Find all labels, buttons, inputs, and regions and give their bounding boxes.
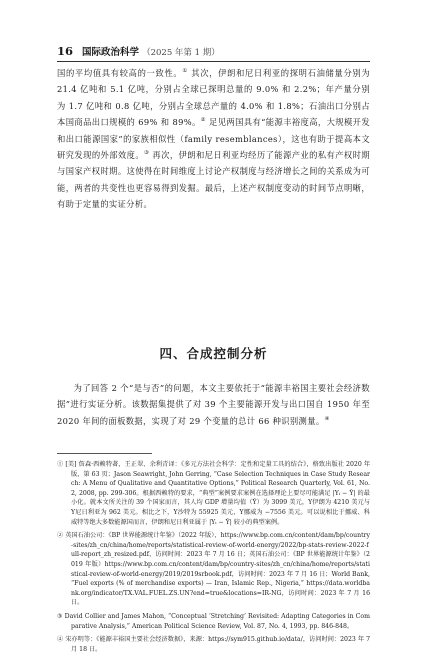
- footnote-text: [美] 詹森·西赖特著，王正翠、余利青译：《多元方法社会科学：定性和定量工具的结合》，格致出版社 2020 年版，第 63 页；Jason Seawright, John Gerring, “Case Selection Techniques in Case Study Research: A Menu of Qualitative and Quantitative Options,” Political Research Quarterly, Vol. 61, No. 2, 2008, pp. 299-306。根据西赖特的要求，“典型”案例要求案例在选择理论上要尽可能满足 |Yᵢ − Ŷ| 的最小化。就本文所关注的 39 个国家而言，其人均 GDP 增量均值（Ŷ）为 3099 美元，Y伊朗为 4210 美元与 Y尼日利亚为 962 美元。相比之下，Y沙特为 55925 美元，Y挪威为 −7556 美元。可以说相比于挪威、科威特等绝大多数能源国而言，伊朗和尼日利亚属于 |Yᵢ − Ŷ| 较小的典型案例。: [65, 461, 371, 526]
- body-paragraph-1: [57, 65, 370, 213]
- footnote: [57, 612, 370, 631]
- footnote: [57, 460, 370, 527]
- footnote: [57, 635, 370, 654]
- header-rule: [57, 61, 370, 62]
- paragraph-text: 足见两国具有“能源丰裕度高，大规模开发和出口能源国家”的家族相似性（family resemblances），这也有助于提高本文研究发现的外部效度。: [57, 117, 370, 161]
- footnotes: [57, 460, 370, 658]
- paragraph-text: 为了回答 2 个“是与否”的问题，本文主要依托于“能源丰裕国主要社会经济数据”进行实证分析。该数据集提供了对 39 个主要能源开发与出口国自 1950 年至 2020 年间的面板数据，实现了对 29 个变量的总计 66 种识别测量。: [57, 383, 370, 426]
- footnote-mark: ①: [57, 461, 64, 468]
- footnote-mark: ③: [57, 612, 63, 620]
- footnote-ref[interactable]: ③: [144, 150, 150, 157]
- footnote-text: 宋亦明等：《能源丰裕国主要社会经济数据》，来源：https://sym915.github.io/data/，访问时间：2023 年 7 月 18 日。: [65, 636, 371, 653]
- paragraph-text: 国的平均值具有较高的一致性。: [57, 68, 183, 78]
- running-head: [57, 44, 220, 58]
- section-heading: 四、合成控制分析: [159, 346, 268, 361]
- footnote-ref[interactable]: ④: [324, 416, 330, 423]
- body-paragraph-2: [57, 380, 370, 429]
- footnote-text: David Collier and James Mahon, “Conceptual ‘Stretching’ Revisited: Adapting Categories in Comparative Analysis,” American Political Science Review, Vol. 87, No. 4, 1993, pp. 846-848。: [64, 612, 370, 630]
- issue-info: （2025 年第 1 期）: [142, 48, 220, 58]
- footnote-ref[interactable]: ①: [182, 68, 188, 75]
- paragraph-text: 其次，伊朗和尼日利亚的探明石油储量分别为 21.4 亿吨和 5.1 亿吨，分别占全球已探明总量的 9.0% 和 2.2%；年产量分别为 1.7 亿吨和 0.8 亿吨，分别占全球总产量的 4.0% 和 1.8%；石油出口分别占本国商品出口规模的 69% 和 89%。: [57, 68, 371, 128]
- page-number: 16: [57, 44, 74, 58]
- footnote: [57, 531, 370, 608]
- footnote-mark: ②: [57, 532, 64, 540]
- paragraph-text: 再次，伊朗和尼日利亚均经历了能源产业的私有产权时期与国家产权时期。这使得在时间维度上讨论产权制度与经济增长之间的关系成为可能，两者的共变性也更容易得到发掘。最后，上述产权制度变动的时间节点明晰，有助于定量的实证分析。: [57, 150, 370, 210]
- footnote-ref[interactable]: ②: [200, 117, 206, 124]
- journal-title: 国际政治科学: [82, 47, 140, 58]
- footnote-text: 英国石油公司：《BP 世界能源统计年鉴》（2022 年版），https://www.bp.com.cn/content/dam/bp/country-sites/zh_cn/china/home/reports/statistical-review-of-world-energy/2022/bp-stats-review-2022-full-report_zh_resized.pdf，访问时间：2023 年 7 月 16 日；英国石油公司：《BP 世界能源统计年鉴》（2019 年版）https://www.bp.com.cn/content/dam/bp/country-sites/zh_cn/china/home/reports/statistical-review-of-world-energy/2019/2019srbook.pdf，访问时间：2023 年 7 月 16 日；World Bank, “Fuel exports (% of merchandise exports) — Iran, Islamic Rep., Nigeria,” https://data.worldbank.org/indicator/TX.VAL.FUEL.ZS.UN?end=true&locations=IR-NG，访问时间：2023 年 7 月 16 日。: [65, 532, 371, 607]
- footnote-mark: ④: [57, 636, 64, 644]
- footnote-separator: [57, 453, 152, 454]
